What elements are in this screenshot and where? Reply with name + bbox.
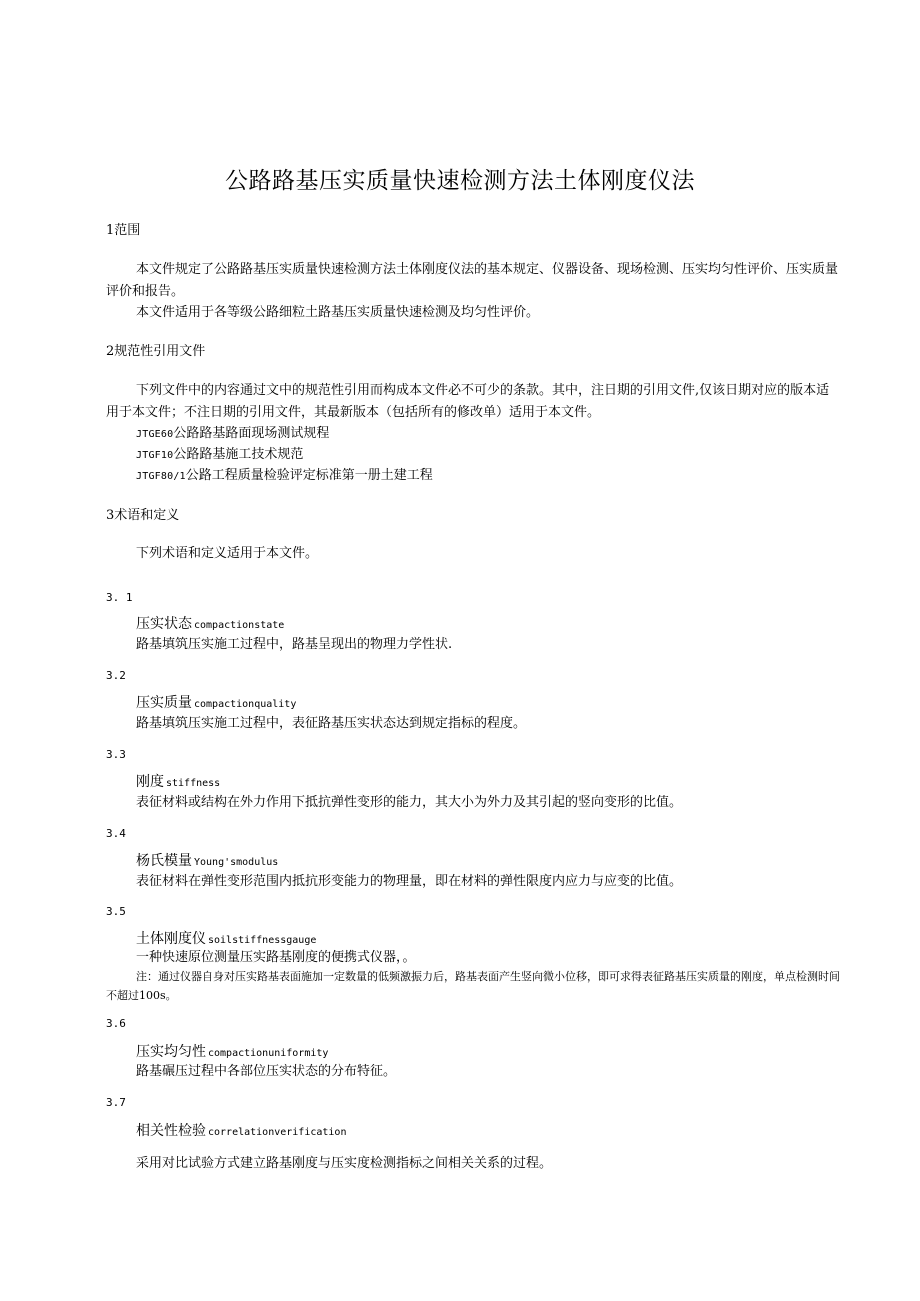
clause-number: 3.5: [106, 905, 126, 918]
clause-number: 3.4: [106, 827, 126, 840]
clause-number: 3.7: [106, 1096, 126, 1109]
scope-paragraph-2: 本文件适用于各等级公路细粒土路基压实质量快速检测及均匀性评价。: [136, 305, 540, 320]
term-definition: 路基碾压过程中各部位压实状态的分布特征。: [136, 1064, 397, 1079]
references-paragraph: 下列文件中的内容通过文中的规范性引用而构成本文件必不可少的条款。其中，注日期的引用文件,仅该日期对应的版本适用于本文件；不注日期的引用文件，其最新版本（包括所有的修改单）适用于本文件。: [106, 383, 830, 420]
term-cn: 杨氏模量: [136, 853, 192, 869]
term-cn: 压实质量: [136, 695, 192, 711]
reference-item: [136, 467, 433, 486]
reference-item: [136, 425, 329, 444]
term-en: correlationverification: [208, 1127, 347, 1138]
term-heading: [136, 773, 220, 793]
clause-number: 3.2: [106, 669, 126, 682]
term-cn: 压实均匀性: [136, 1044, 206, 1060]
term-cn: 土体刚度仪: [136, 931, 206, 947]
term-en: soilstiffnessgauge: [208, 935, 317, 946]
reference-name: 公路路基路面现场测试规程: [173, 426, 330, 441]
term-en: compactionstate: [194, 620, 285, 631]
term-heading: [136, 615, 284, 635]
term-definition: 路基填筑压实施工过程中，表征路基压实状态达到规定指标的程度。: [136, 716, 527, 731]
term-heading: [136, 1122, 346, 1142]
term-en: Young'smodulus: [194, 857, 279, 868]
section-heading-terms-definitions: 3术语和定义: [106, 508, 180, 523]
scope-paragraph-1: 本文件规定了公路路基压实质量快速检测方法土体刚度仪法的基本规定、仪器设备、现场检测、压实均匀性评价、压实质量评价和报告。: [106, 262, 839, 299]
clause-number: 3.6: [106, 1017, 126, 1030]
term-definition: 表征材料或结构在外力作用下抵抗弹性变形的能力，其大小为外力及其引起的竖向变形的比值。: [136, 795, 683, 810]
reference-code: JTGE60: [136, 429, 174, 440]
clause-number: 3. 1: [106, 591, 133, 604]
reference-name: 公路路基施工技术规范: [173, 447, 304, 462]
term-note: 注：通过仪器自身对压实路基表面施加一定数量的低频激振力后，路基表面产生竖向微小位移，即可求得表征路基压实质量的刚度，单点检测时间不超过100s。: [106, 970, 840, 1002]
term-cn: 刚度: [136, 774, 164, 790]
section-heading-normative-references: 2规范性引用文件: [106, 344, 206, 359]
term-definition: 一种快速原位测量压实路基刚度的便携式仪器，。: [136, 950, 416, 965]
term-heading: [136, 930, 316, 950]
clause-number: 3.3: [106, 748, 126, 761]
term-heading: [136, 1043, 328, 1063]
term-definition: 采用对比试验方式建立路基刚度与压实度检测指标之间相关关系的过程。: [136, 1156, 553, 1171]
reference-item: [136, 446, 303, 465]
term-definition: 路基填筑压实施工过程中，路基呈现出的物理力学性状.: [136, 637, 453, 652]
term-en: stiffness: [166, 778, 221, 789]
term-cn: 相关性检验: [136, 1123, 206, 1139]
term-definition: 表征材料在弹性变形范围内抵抗形变能力的物理量，即在材料的弹性限度内应力与应变的比值。: [136, 874, 683, 889]
term-en: compactionuniformity: [208, 1048, 329, 1059]
section-heading-scope: 1范围: [106, 223, 141, 238]
reference-code: JTGF80/1: [136, 471, 186, 482]
term-heading: [136, 852, 278, 872]
terms-intro: 下列术语和定义适用于本文件。: [136, 546, 319, 561]
term-en: compactionquality: [194, 699, 297, 710]
reference-name: 公路工程质量检验评定标准第一册土建工程: [185, 468, 433, 483]
term-cn: 压实状态: [136, 616, 192, 632]
reference-code: JTGF10: [136, 450, 174, 461]
document-title: 公路路基压实质量快速检测方法土体刚度仪法: [225, 168, 695, 194]
term-heading: [136, 694, 296, 714]
